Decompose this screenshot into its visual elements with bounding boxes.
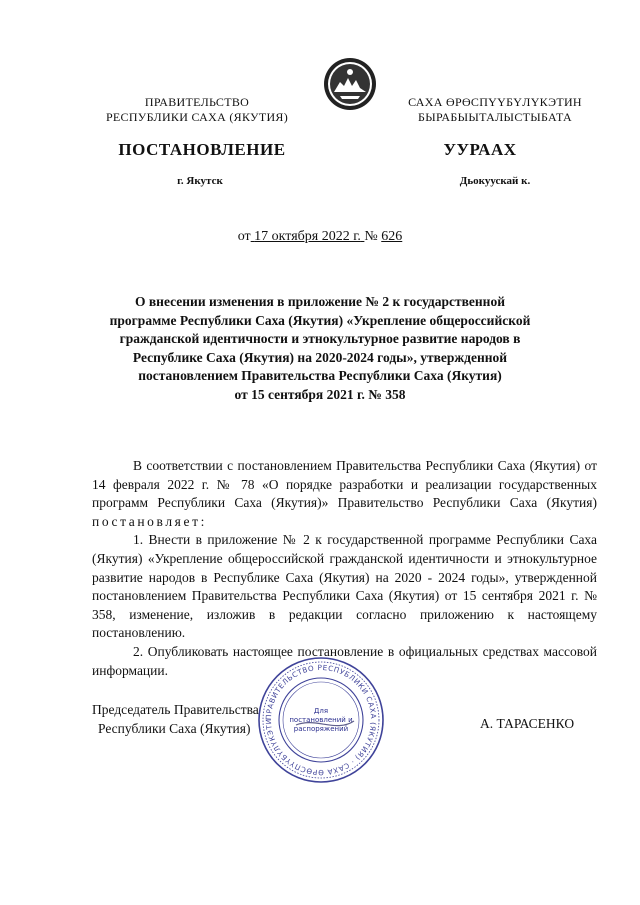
signatory-position-line2: Республики Саха (Якутия) (98, 721, 251, 736)
document-title (100, 293, 540, 404)
paragraph-preamble: В соответствии с постановлением Правительства Республики Саха (Якутия) от 14 февраля 2022 г. № 78 «О порядке разработки и реализации государственных программ Республики Саха (Якутия)» Правительство Республики Саха (Якутия) постановляет: (92, 458, 597, 529)
signatory-position (92, 700, 259, 738)
issuer-ru-line1: ПРАВИТЕЛЬСТВО (144, 95, 250, 109)
seal-outer-text: ПРАВИТЕЛЬСТВО РЕСПУБЛИКИ САХА (ЯКУТИЯ) · САХА ӨРӨСПҮҮБҮЛҮКЭТИ (263, 662, 379, 778)
city-ru: г. Якутск (177, 175, 223, 187)
number-sign: № (364, 229, 378, 244)
coat-of-arms-icon (322, 56, 378, 112)
resolution-word: постановляет: (92, 513, 207, 529)
seal-center-line3: распоряжений (293, 725, 349, 733)
document-date: 17 октября 2022 г. (254, 229, 361, 244)
date-prefix: от (237, 229, 251, 244)
doc-type-sakha: УУРААХ (443, 140, 517, 159)
title-line: Республике Саха (Якутия) на 2020-2024 годы», утвержденной (132, 349, 508, 365)
document-number: 626 (381, 229, 403, 244)
issuer-ru (92, 95, 302, 125)
doc-type-ru: ПОСТАНОВЛЕНИЕ (118, 140, 286, 159)
document-date-number (0, 229, 640, 245)
title-line: гражданской идентичности и этнокультурное развитие народов в (119, 331, 521, 346)
paragraph-item-1: 1. Внести в приложение № 2 к государственной программе Республики Саха (Якутия) «Укрепление общероссийской гражданской идентичности и этнокультурное развитие народов в Республике Саха (Якутия) на 2020 - 2024 годы», утвержденной постановлением Правительства Республики Саха (Якутия) от 15 сентября 2021 г. № 358, изменение, изложив в редакции согласно приложению к настоящему постановлению. (92, 532, 597, 641)
issuer-ru-line2: РЕСПУБЛИКИ САХА (ЯКУТИЯ) (105, 110, 289, 124)
title-line: О внесении изменения в приложение № 2 к государственной (135, 294, 505, 309)
signatory-position-line1: Председатель Правительства (92, 702, 259, 717)
seal-center-line2: постановлений и (289, 716, 353, 724)
paragraph-item-2: 2. Опубликовать настоящее постановление в официальных средствах массовой информации. (92, 643, 597, 678)
signatory-name: А. ТАРАСЕНКО (480, 716, 575, 731)
title-line: программе Республики Саха (Якутия) «Укрепление общероссийской (109, 312, 531, 328)
seal-center-line1: Для (313, 707, 329, 715)
title-line: от 15 сентября 2021 г. № 358 (234, 386, 406, 402)
issuer-sakha (400, 95, 590, 125)
official-seal (256, 655, 386, 785)
issuer-sakha-line1: САХА ӨРӨСПҮҮБҮЛҮКЭТИН (408, 95, 582, 109)
document-body (92, 457, 597, 680)
title-line: постановлением Правительства Республики Саха (Якутия) (138, 368, 502, 383)
city-sakha: Дьокуускай к. (459, 175, 531, 187)
issuer-sakha-line2: БЫРАБЫЫТАЛЫСТЫБАТА (418, 110, 572, 124)
